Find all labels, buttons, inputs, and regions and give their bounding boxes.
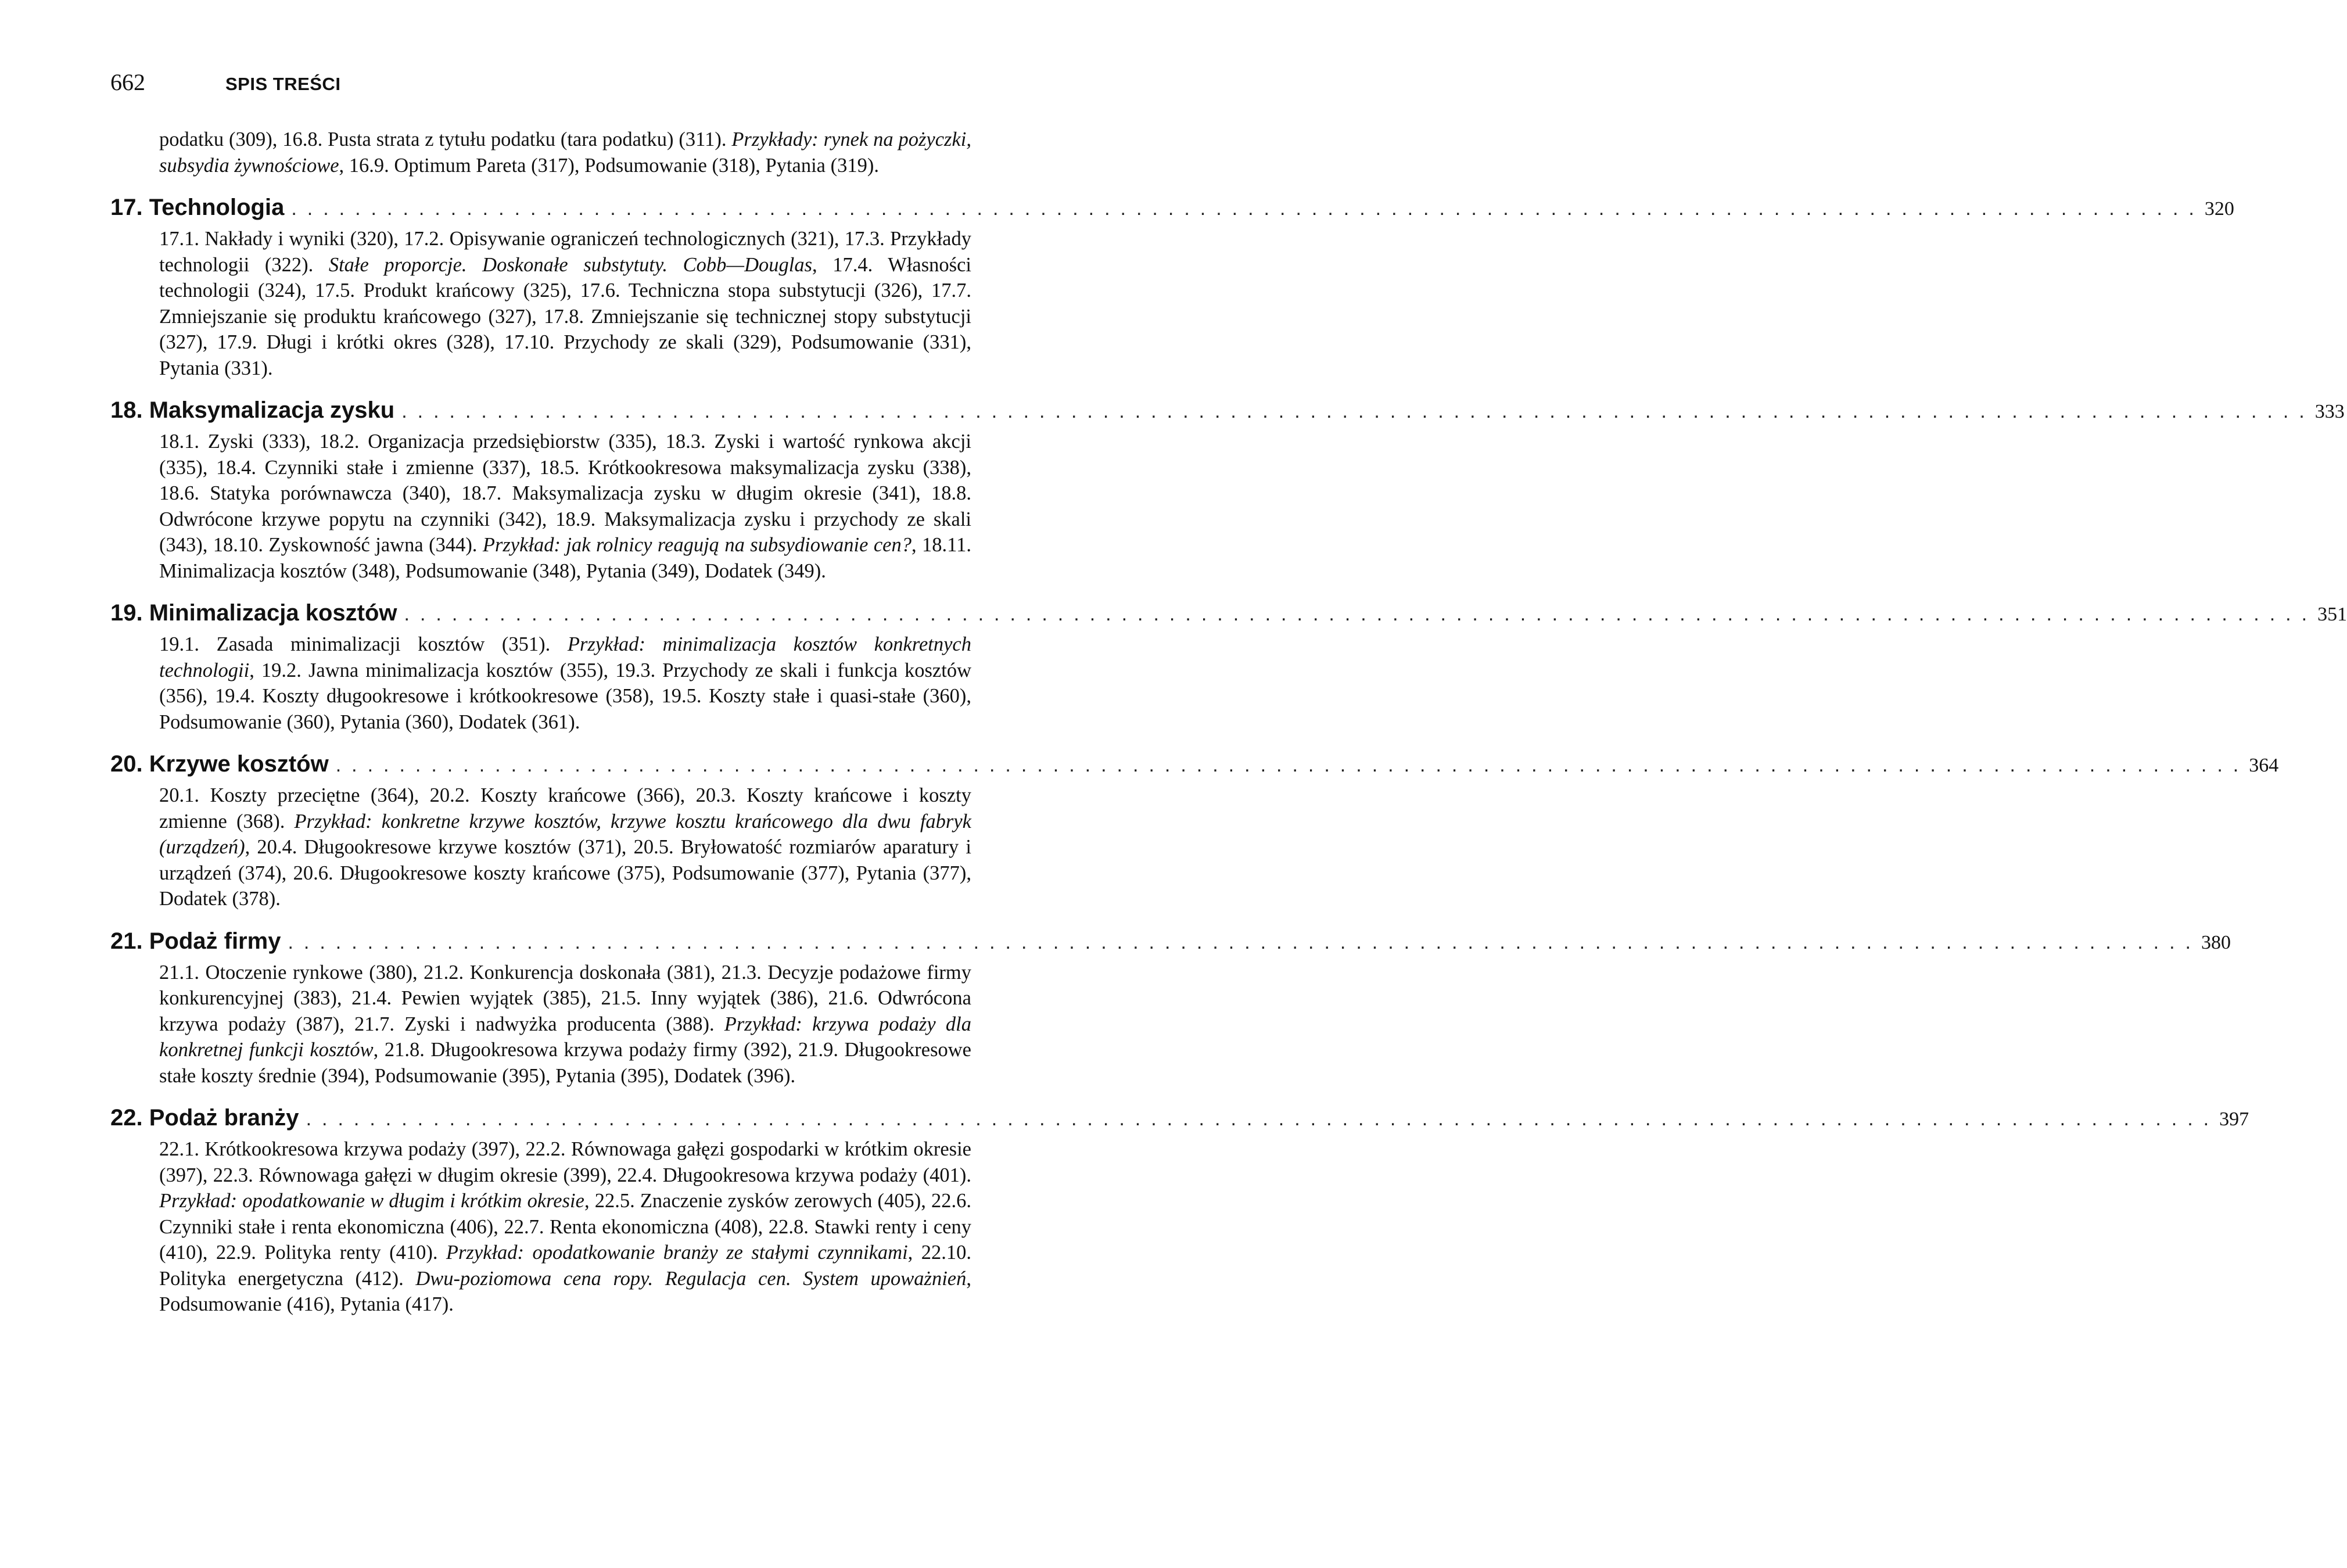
text-run: Stałe proporcje. Doskonałe substytuty. Cobb—Douglas: [328, 253, 813, 276]
text-run: , 22.5. Znaczenie zysków zerowych (405), 22.6. Czynniki stałe i renta ekonomiczna (406), 22.7. Renta ekonomiczna (408), 22.8. Stawki renty i ceny (410), 22.9. Polityka renty (410).: [159, 1190, 971, 1264]
toc-chapter: [110, 195, 2234, 381]
dot-leader: ........................................................................................................................: [401, 400, 2315, 422]
toc-chapter: [110, 397, 2345, 584]
text-run: Przykład: opodatkowanie branży ze stałymi czynnikami: [446, 1242, 908, 1264]
text-run: , 21.8. Długookresowa krzywa podaży firmy (392), 21.9. Długookresowe stałe koszty średnie (394), Podsumowanie (395), Pytania (395), Dodatek (396).: [159, 1039, 971, 1087]
text-run: Przykład: jak rolnicy reagują na subsydiowanie cen?: [482, 534, 911, 556]
text-run: 19.1. Zasada minimalizacji kosztów (351).: [159, 633, 568, 655]
dot-leader: ........................................................................................................................: [335, 754, 2249, 776]
text-run: Przykłady: rynek na pożyczki, subsydia żywnościowe: [159, 128, 971, 177]
chapter-heading: [110, 600, 2347, 631]
chapter-sections: [159, 783, 971, 912]
chapter-sections: [159, 429, 971, 584]
chapter-title: 18. Maksymalizacja zysku: [110, 397, 395, 423]
chapter-heading: [110, 397, 2345, 429]
text-run: Przykład: konkretne krzywe kosztów, krzywe kosztu krańcowego dla dwu fabryk (urządzeń): [159, 810, 971, 858]
chapter-page-number: 364: [2249, 755, 2279, 776]
toc-chapter: [110, 751, 2279, 912]
chapter-sections: [159, 226, 971, 381]
text-run: 17.1. Nakłady i wyniki (320), 17.2. Opisywanie ograniczeń technologicznych (321), 17.3. Przykłady technologii (322).: [159, 228, 971, 276]
chapter-heading: [110, 751, 2279, 783]
dot-leader: ........................................................................................................................: [288, 931, 2201, 953]
text-run: Przykład: minimalizacja kosztów konkretnych technologii: [159, 633, 971, 681]
chapter-sections: [159, 631, 971, 735]
text-run: , 20.4. Długookresowe krzywe kosztów (371), 20.5. Bryłowatość rozmiarów aparatury i urządzeń (374), 20.6. Długookresowe koszty krańcowe (375), Podsumowanie (377), Pytania (377), Dodatek (378).: [159, 836, 971, 910]
chapter-title: 20. Krzywe kosztów: [110, 751, 329, 777]
text-run: , Podsumowanie (416), Pytania (417).: [159, 1267, 971, 1315]
chapter-sections: [159, 1136, 971, 1318]
chapter-heading: [110, 195, 2234, 226]
chapter-title: 17. Technologia: [110, 195, 285, 220]
text-run: podatku (309), 16.8. Pusta strata z tytułu podatku (tara podatku) (311).: [159, 128, 732, 150]
text-run: , 17.4. Własności technologii (324), 17.5. Produkt krańcowy (325), 17.6. Techniczna stopa substytucji (326), 17.7. Zmniejszanie się produktu krańcowego (327), 17.8. Zmniejszanie się technicznej stopy substytucji (327), 17.9. Długi i krótki okres (328), 17.10. Przychody ze skali (329), Podsumowanie (331), Pytania (331).: [159, 253, 971, 379]
dot-leader: ........................................................................................................................: [306, 1108, 2220, 1130]
chapter-title: 22. Podaż branży: [110, 1105, 299, 1131]
running-title: SPIS TREŚCI: [225, 74, 341, 94]
dot-leader: ........................................................................................................................: [291, 198, 2205, 220]
chapter-title: 21. Podaż firmy: [110, 928, 281, 954]
toc-chapter: [110, 600, 2347, 735]
text-run: , 22.10. Polityka energetyczna (412).: [159, 1242, 971, 1290]
chapter-page-number: 333: [2314, 401, 2345, 422]
chapter-page-number: 320: [2204, 198, 2234, 220]
toc-chapter: [110, 1105, 2249, 1318]
text-run: 20.1. Koszty przeciętne (364), 20.2. Koszty krańcowe (366), 20.3. Koszty krańcowe i koszty zmienne (368).: [159, 784, 971, 833]
chapter-page-number: 380: [2201, 931, 2231, 953]
chapter-heading: [110, 1105, 2249, 1136]
text-run: Dwu-poziomowa cena ropy. Regulacja cen. System upoważnień: [415, 1267, 967, 1290]
chapter-page-number: 351: [2317, 604, 2347, 625]
text-run: 18.1. Zyski (333), 18.2. Organizacja przedsiębiorstw (335), 18.3. Zyski i wartość rynkowa akcji (335), 18.4. Czynniki stałe i zmienne (337), 18.5. Krótkookresowa maksymalizacja zysku (338), 18.6. Statyka porównawcza (340), 18.7. Maksymalizacja zysku w długim okresie (341), 18.8. Odwrócone krzywe popytu na czynniki (342), 18.9. Maksymalizacja zysku i przychody ze skali (343), 18.10. Zyskowność jawna (344).: [159, 430, 971, 556]
dot-leader: ........................................................................................................................: [404, 603, 2318, 625]
chapter-page-number: 397: [2219, 1108, 2249, 1130]
intro-continuation: [159, 127, 971, 178]
running-header: [110, 69, 340, 96]
chapter-heading: [110, 928, 2231, 960]
text-run: , 18.11. Minimalizacja kosztów (348), Podsumowanie (348), Pytania (349), Dodatek (349).: [159, 534, 972, 582]
toc-chapter: [110, 928, 2231, 1089]
chapter-sections: [159, 960, 971, 1089]
text-run: Przykład: opodatkowanie w długim i krótkim okresie: [159, 1190, 584, 1212]
table-of-contents: [110, 127, 2347, 1318]
text-run: , 19.2. Jawna minimalizacja kosztów (355), 19.3. Przychody ze skali i funkcja kosztów (356), 19.4. Koszty długookresowe i krótkookresowe (358), 19.5. Koszty stałe i quasi-stałe (360), Podsumowanie (360), Pytania (360), Dodatek (361).: [159, 659, 971, 733]
text-run: Przykład: krzywa podaży dla konkretnej funkcji kosztów: [159, 1013, 971, 1061]
chapter-title: 19. Minimalizacja kosztów: [110, 600, 397, 626]
page-number: 662: [110, 69, 145, 95]
text-run: , 16.9. Optimum Pareta (317), Podsumowanie (318), Pytania (319).: [339, 154, 879, 177]
text-run: 21.1. Otoczenie rynkowe (380), 21.2. Konkurencja doskonała (381), 21.3. Decyzje podażowe firmy konkurencyjnej (383), 21.4. Pewien wyjątek (385), 21.5. Inny wyjątek (386), 21.6. Odwrócona krzywa podaży (387), 21.7. Zyski i nadwyżka producenta (388).: [159, 961, 971, 1035]
text-run: 22.1. Krótkookresowa krzywa podaży (397), 22.2. Równowaga gałęzi gospodarki w krótkim okresie (397), 22.3. Równowaga gałęzi w długim okresie (399), 22.4. Długookresowa krzywa podaży (401).: [159, 1138, 971, 1186]
